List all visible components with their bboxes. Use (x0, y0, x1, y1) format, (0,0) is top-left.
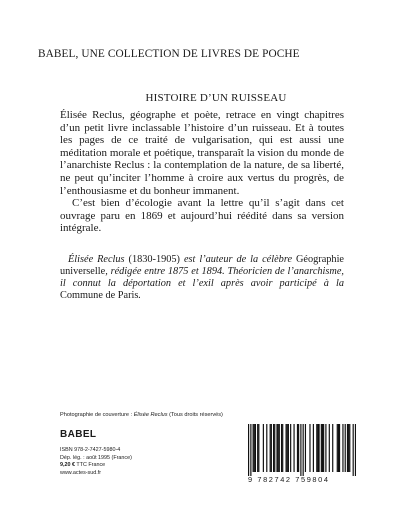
barcode-bar (325, 424, 326, 472)
blurb-paragraph-2: C’est bien d’écologie avant la lettre qu’il s’agit dans cet ouvrage paru en 1869 et aujourd’hui réédité dans sa version intégrale. (60, 197, 344, 235)
barcode-bar (313, 424, 314, 472)
barcode-bar (273, 424, 274, 472)
barcode-bar (298, 424, 299, 472)
barcode-bar (279, 424, 280, 472)
barcode-bar (255, 424, 256, 472)
barcode-bar (342, 424, 343, 472)
barcode-bar (293, 424, 294, 472)
barcode-bar (276, 424, 277, 472)
barcode-bar (339, 424, 340, 472)
bio-work-1: Géographie universelle (60, 254, 344, 277)
barcode-bar (258, 424, 259, 472)
publication-meta (60, 447, 132, 477)
bio-author-name: Élisée Reclus (68, 254, 125, 265)
barcode (248, 424, 356, 476)
barcode-bar (337, 424, 338, 472)
barcode-bar (345, 424, 346, 472)
barcode-bar (288, 424, 289, 472)
barcode-bar (271, 424, 272, 472)
barcode-bar (323, 424, 324, 472)
bio-author-dates: (1830-1905) (128, 254, 180, 265)
photo-credit-suffix: (Tous droits réservés) (167, 412, 223, 418)
barcode-bar (270, 424, 271, 472)
barcode-bar (338, 424, 339, 472)
barcode-bar (281, 424, 282, 472)
barcode-bar (332, 424, 333, 472)
bio-text-2: , rédigée entre 1875 et 1894. Théoricien de l’anarchisme, il connut la déportation et l’exil après avoir participé à la (60, 265, 344, 289)
barcode-bar (355, 424, 356, 476)
legal-deposit: Dép. lég. : août 1995 (France) (60, 454, 132, 461)
barcode-bar (329, 424, 330, 472)
barcode-bar (287, 424, 288, 472)
bio-text-1: est l’auteur de la célèbre (180, 254, 296, 265)
barcode-bar (318, 424, 319, 472)
barcode-bar (266, 424, 267, 472)
barcode-bar (248, 424, 249, 476)
blurb-paragraph-1: Élisée Reclus, géographe et poète, retrace en vingt chapitres d’un petit livre inclassable l’histoire d’un ruisseau. Et à toutes les pages de ce traité de vulgarisation, qui est aussi une méditation morale et poétique, transparaît la vision du monde de l’anarchiste Reclus : la contemplation de la nature, de sa liberté, ne peut qu’inciter l’homme à croire aux vertus du progrès, de l’enthousiasme et du bonheur immanent. (60, 109, 344, 197)
barcode-bar (290, 424, 291, 472)
barcode-bar (303, 424, 304, 476)
barcode-bar (353, 424, 354, 476)
barcode-bar (250, 424, 251, 476)
barcode-bar (305, 424, 306, 472)
barcode-bar (297, 424, 298, 472)
barcode-bar (286, 424, 287, 472)
barcode-bar (316, 424, 317, 472)
isbn: ISBN 978-2-7427-5980-4 (60, 447, 121, 453)
photo-credit-name: Élisée Reclus (133, 412, 168, 418)
publisher-name: BABEL (60, 429, 97, 440)
barcode-bar (349, 424, 350, 472)
barcode-bar (278, 424, 279, 472)
bio-text-3: . (138, 289, 141, 301)
price-line (60, 462, 132, 470)
barcode-bar (309, 424, 310, 472)
blurb (60, 109, 344, 235)
book-title: HISTOIRE D’UN RUISSEAU (145, 92, 287, 104)
barcode-bar (300, 424, 301, 476)
author-bio (60, 254, 344, 302)
photo-credit-prefix: Photographie de couverture : (60, 412, 134, 418)
barcode-bar (263, 424, 264, 472)
barcode-bar (322, 424, 323, 472)
barcode-bar (253, 424, 254, 472)
barcode-bar (282, 424, 283, 472)
barcode-bar (257, 424, 258, 472)
price-suffix: TTC France (75, 462, 106, 469)
barcode-digits: 9 782742 759804 (248, 475, 330, 484)
barcode-bar (254, 424, 255, 472)
collection-line: BABEL, UNE COLLECTION DE LIVRES DE POCHE (38, 48, 300, 60)
bio-work-2: Commune de Paris (60, 289, 139, 301)
price: 9,20 € (60, 462, 75, 469)
barcode-bar (274, 424, 275, 472)
barcode-bar (317, 424, 318, 472)
photo-credit (60, 412, 223, 418)
website-link[interactable]: www.actes-sud.fr (60, 469, 102, 476)
barcode-bar (347, 424, 348, 472)
barcode-bar (321, 424, 322, 472)
barcode-bar (348, 424, 349, 472)
